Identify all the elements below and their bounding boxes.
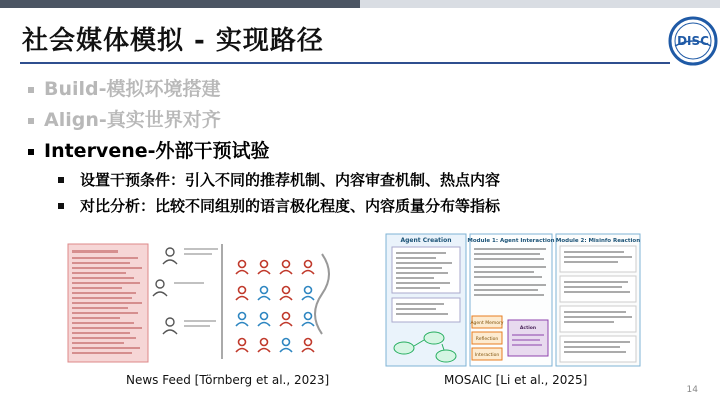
title-divider bbox=[20, 62, 670, 64]
sub-bullet-comparative-analysis: 对比分析：比较不同组别的语言极化程度、内容质量分布等指标 bbox=[28, 193, 688, 219]
top-bar-dark-segment bbox=[0, 0, 360, 8]
disc-logo-icon bbox=[668, 16, 718, 66]
mosaic-caption: MOSAIC [Li et al., 2025] bbox=[444, 373, 588, 387]
reflection-label: Reflection bbox=[475, 337, 499, 342]
slide-title: 社会媒体模拟 - 实现路径 bbox=[22, 26, 324, 56]
bullet-list bbox=[28, 74, 688, 219]
mosaic-figure bbox=[384, 230, 642, 370]
agent-creation-label: Agent Creation bbox=[400, 237, 452, 244]
bullet-build: Build-模拟环境搭建 bbox=[28, 74, 688, 105]
news-feed-caption: News Feed [Törnberg et al., 2023] bbox=[126, 373, 330, 387]
module2-label: Module 2: Misinfo Reaction bbox=[555, 238, 641, 244]
top-bar bbox=[0, 0, 720, 8]
bullet-intervene: Intervene-外部干预试验 bbox=[28, 136, 688, 167]
action-label: Action bbox=[519, 326, 537, 331]
agent-memory-label: Agent Memory bbox=[470, 321, 504, 326]
logo-text: DISC bbox=[677, 34, 709, 48]
sub-bullet-intervention-conditions: 设置干预条件：引入不同的推荐机制、内容审查机制、热点内容 bbox=[28, 167, 688, 193]
interaction-label: Interaction bbox=[474, 353, 500, 358]
page-number: 14 bbox=[686, 385, 698, 395]
top-bar-light-segment bbox=[360, 0, 720, 8]
news-feed-figure bbox=[64, 234, 336, 366]
module1-label: Module 1: Agent Interaction bbox=[467, 238, 555, 244]
bullet-align: Align-真实世界对齐 bbox=[28, 105, 688, 136]
